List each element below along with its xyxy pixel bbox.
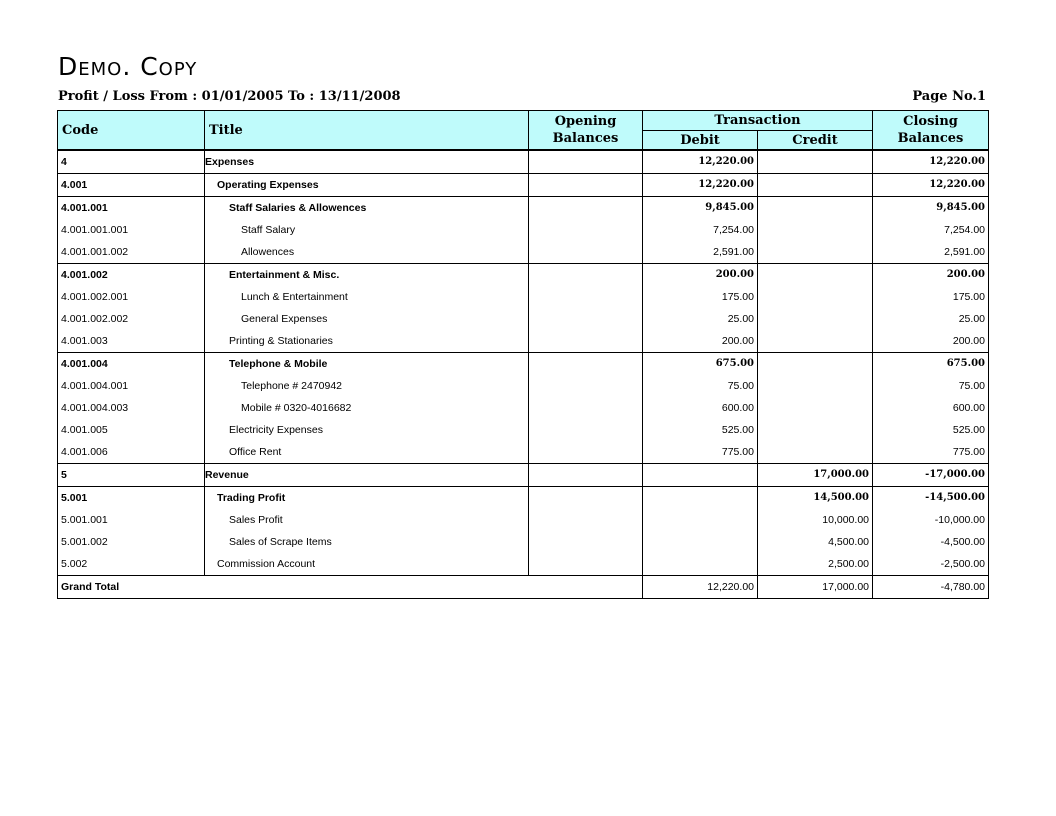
column-header-opening-line1: Opening: [554, 114, 617, 129]
cell-code: 5.001.002: [58, 531, 205, 553]
cell-closing: 525.00: [873, 419, 989, 441]
cell-debit: [643, 553, 758, 576]
cell-closing: -4,500.00: [873, 531, 989, 553]
cell-opening: [529, 553, 643, 576]
report-period: Profit / Loss From : 01/01/2005 To : 13/11/2008: [58, 89, 401, 104]
table-row: [58, 150, 989, 174]
cell-debit: 12,220.00: [643, 174, 758, 197]
profit-loss-table: [57, 110, 989, 599]
cell-closing: 675.00: [873, 353, 989, 376]
cell-debit: 525.00: [643, 419, 758, 441]
cell-debit: [643, 531, 758, 553]
cell-title: Telephone # 2470942: [205, 375, 529, 397]
table-row: [58, 174, 989, 197]
cell-debit: 200.00: [643, 330, 758, 353]
column-header-opening-line2: Balances: [552, 131, 619, 146]
cell-code: 4.001.002.001: [58, 286, 205, 308]
cell-code: 5.002: [58, 553, 205, 576]
table-row: [58, 353, 989, 376]
table-row: [58, 509, 989, 531]
cell-credit: [758, 397, 873, 419]
table-row: [58, 441, 989, 464]
grand-total-label: Grand Total: [58, 576, 643, 599]
table-row: [58, 197, 989, 220]
cell-title: Lunch & Entertainment: [205, 286, 529, 308]
table-row: [58, 375, 989, 397]
cell-code: 5.001.001: [58, 509, 205, 531]
cell-opening: [529, 286, 643, 308]
cell-debit: 600.00: [643, 397, 758, 419]
table-row: [58, 286, 989, 308]
cell-credit: 4,500.00: [758, 531, 873, 553]
cell-title: Staff Salaries & Allowences: [205, 197, 529, 220]
cell-debit: 75.00: [643, 375, 758, 397]
cell-debit: 25.00: [643, 308, 758, 330]
cell-credit: 14,500.00: [758, 487, 873, 510]
cell-closing: 600.00: [873, 397, 989, 419]
cell-closing: -2,500.00: [873, 553, 989, 576]
cell-code: 4.001.002.002: [58, 308, 205, 330]
cell-closing: 25.00: [873, 308, 989, 330]
cell-title: General Expenses: [205, 308, 529, 330]
cell-credit: [758, 174, 873, 197]
cell-closing: 200.00: [873, 264, 989, 287]
column-header-credit: Credit: [758, 131, 873, 151]
cell-closing: -10,000.00: [873, 509, 989, 531]
cell-code: 4.001.002: [58, 264, 205, 287]
cell-opening: [529, 509, 643, 531]
cell-debit: [643, 464, 758, 487]
cell-title: Operating Expenses: [205, 174, 529, 197]
cell-debit: [643, 509, 758, 531]
cell-code: 4.001.005: [58, 419, 205, 441]
cell-title: Printing & Stationaries: [205, 330, 529, 353]
cell-credit: [758, 419, 873, 441]
column-header-opening: [529, 111, 643, 151]
cell-debit: 175.00: [643, 286, 758, 308]
cell-title: Trading Profit: [205, 487, 529, 510]
cell-closing: 2,591.00: [873, 241, 989, 264]
table-row: [58, 464, 989, 487]
cell-title: Staff Salary: [205, 219, 529, 241]
cell-debit: 12,220.00: [643, 150, 758, 174]
cell-title: Mobile # 0320-4016682: [205, 397, 529, 419]
cell-closing: 7,254.00: [873, 219, 989, 241]
table-row: [58, 219, 989, 241]
cell-closing: 12,220.00: [873, 150, 989, 174]
cell-opening: [529, 531, 643, 553]
cell-debit: 7,254.00: [643, 219, 758, 241]
cell-title: Allowences: [205, 241, 529, 264]
column-header-transaction: Transaction: [643, 111, 873, 131]
cell-credit: [758, 308, 873, 330]
table-row: [58, 553, 989, 576]
cell-code: 4.001.004: [58, 353, 205, 376]
cell-code: 4.001.003: [58, 330, 205, 353]
table-row: [58, 264, 989, 287]
grand-total-row: [58, 576, 989, 599]
column-header-code: Code: [58, 111, 205, 151]
cell-closing: 200.00: [873, 330, 989, 353]
cell-opening: [529, 197, 643, 220]
table-row: [58, 397, 989, 419]
column-header-closing: [873, 111, 989, 151]
column-header-debit: Debit: [643, 131, 758, 151]
cell-closing: -17,000.00: [873, 464, 989, 487]
cell-title: Office Rent: [205, 441, 529, 464]
cell-opening: [529, 330, 643, 353]
cell-opening: [529, 174, 643, 197]
cell-credit: [758, 197, 873, 220]
table-row: [58, 531, 989, 553]
grand-total-closing: -4,780.00: [873, 576, 989, 599]
cell-debit: 200.00: [643, 264, 758, 287]
table-row: [58, 487, 989, 510]
cell-credit: [758, 150, 873, 174]
table-row: [58, 308, 989, 330]
cell-debit: 675.00: [643, 353, 758, 376]
cell-title: Entertainment & Misc.: [205, 264, 529, 287]
cell-credit: 10,000.00: [758, 509, 873, 531]
cell-closing: 75.00: [873, 375, 989, 397]
table-row: [58, 419, 989, 441]
cell-title: Telephone & Mobile: [205, 353, 529, 376]
cell-opening: [529, 375, 643, 397]
cell-credit: [758, 219, 873, 241]
cell-closing: 775.00: [873, 441, 989, 464]
cell-code: 4.001.006: [58, 441, 205, 464]
cell-closing: 9,845.00: [873, 197, 989, 220]
cell-code: 4.001.001.002: [58, 241, 205, 264]
cell-credit: [758, 330, 873, 353]
cell-code: 4.001.004.003: [58, 397, 205, 419]
cell-title: Sales of Scrape Items: [205, 531, 529, 553]
page-number: Page No.1: [912, 89, 986, 104]
cell-title: Sales Profit: [205, 509, 529, 531]
cell-debit: 2,591.00: [643, 241, 758, 264]
cell-opening: [529, 241, 643, 264]
cell-debit: [643, 487, 758, 510]
cell-credit: [758, 286, 873, 308]
cell-debit: 9,845.00: [643, 197, 758, 220]
cell-credit: 17,000.00: [758, 464, 873, 487]
cell-code: 4.001.001.001: [58, 219, 205, 241]
report-body: [58, 150, 989, 599]
company-name: Demo. Copy: [58, 52, 198, 81]
cell-title: Expenses: [205, 150, 529, 174]
column-header-closing-line1: Closing: [903, 114, 958, 129]
cell-opening: [529, 397, 643, 419]
cell-opening: [529, 264, 643, 287]
cell-closing: 12,220.00: [873, 174, 989, 197]
cell-debit: 775.00: [643, 441, 758, 464]
grand-total-credit: 17,000.00: [758, 576, 873, 599]
cell-opening: [529, 419, 643, 441]
column-header-title: Title: [205, 111, 529, 151]
cell-opening: [529, 464, 643, 487]
cell-code: 4.001: [58, 174, 205, 197]
cell-opening: [529, 353, 643, 376]
column-header-closing-line2: Balances: [897, 131, 964, 146]
cell-closing: 175.00: [873, 286, 989, 308]
table-row: [58, 330, 989, 353]
cell-title: Revenue: [205, 464, 529, 487]
cell-title: Commission Account: [205, 553, 529, 576]
cell-title: Electricity Expenses: [205, 419, 529, 441]
cell-opening: [529, 150, 643, 174]
cell-credit: [758, 375, 873, 397]
cell-credit: [758, 441, 873, 464]
cell-credit: [758, 241, 873, 264]
table-row: [58, 241, 989, 264]
cell-opening: [529, 487, 643, 510]
cell-code: 5: [58, 464, 205, 487]
cell-closing: -14,500.00: [873, 487, 989, 510]
cell-opening: [529, 441, 643, 464]
cell-code: 4: [58, 150, 205, 174]
cell-code: 5.001: [58, 487, 205, 510]
cell-credit: [758, 264, 873, 287]
cell-credit: [758, 353, 873, 376]
cell-opening: [529, 308, 643, 330]
cell-opening: [529, 219, 643, 241]
grand-total-debit: 12,220.00: [643, 576, 758, 599]
cell-code: 4.001.004.001: [58, 375, 205, 397]
cell-code: 4.001.001: [58, 197, 205, 220]
cell-credit: 2,500.00: [758, 553, 873, 576]
